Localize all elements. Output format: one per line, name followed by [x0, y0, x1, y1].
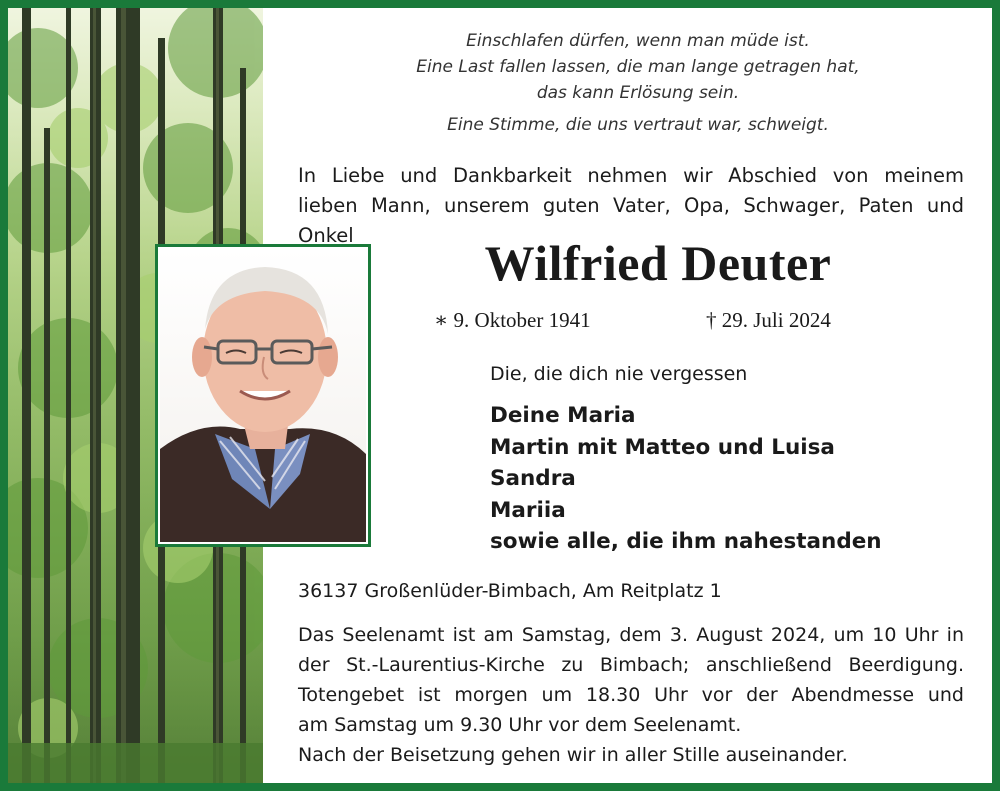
intro-line: In Liebe und Dankbarkeit nehmen wir Abschied von meinem [298, 164, 964, 187]
mourner-name: Sandra [490, 466, 576, 491]
service-info [298, 620, 964, 770]
portrait-illustration [160, 249, 366, 542]
service-line: Nach der Beisetzung gehen wir in aller Stille auseinander. [298, 744, 848, 766]
intro-line: lieben Mann, unserem guten Vater, Opa, Schwager, Paten und Onkel [298, 194, 964, 247]
mourners-list [490, 400, 882, 558]
mourner-name: Martin mit Matteo und Luisa [490, 434, 835, 460]
address: 36137 Großenlüder-Bimbach, Am Reitplatz 1 [298, 580, 722, 602]
mourner-name: Mariia [490, 497, 566, 523]
mourners-intro: Die, die dich nie vergessen [490, 363, 748, 385]
portrait-photo [160, 249, 366, 542]
poem-line: Eine Last fallen lassen, die man lange getragen hat, [416, 57, 860, 77]
portrait-frame [155, 244, 371, 547]
poem [298, 28, 978, 138]
service-line: der St.-Laurentius-Kirche zu Bimbach; anschließend Beerdigung. [298, 654, 964, 676]
death-date: † 29. Juli 2024 [706, 308, 831, 332]
service-line: Das Seelenamt ist am Samstag, dem 3. August 2024, um 10 Uhr in [298, 624, 964, 646]
mourner-name: sowie alle, die ihm nahestanden [490, 529, 882, 554]
deceased-name: Wilfried Deuter [484, 235, 832, 291]
mourner-name: Deine Maria [490, 403, 636, 428]
poem-line: das kann Erlösung sein. [536, 83, 740, 103]
poem-line: Einschlafen dürfen, wenn man müde ist. [466, 31, 810, 51]
birth-date: ∗ 9. Oktober 1941 [434, 308, 591, 332]
service-line: Totengebet ist morgen um 18.30 Uhr vor der Abendmesse und [298, 684, 964, 706]
service-line: am Samstag um 9.30 Uhr vor dem Seelenamt. [298, 714, 742, 736]
poem-line: Eine Stimme, die uns vertraut war, schweigt. [447, 115, 829, 135]
